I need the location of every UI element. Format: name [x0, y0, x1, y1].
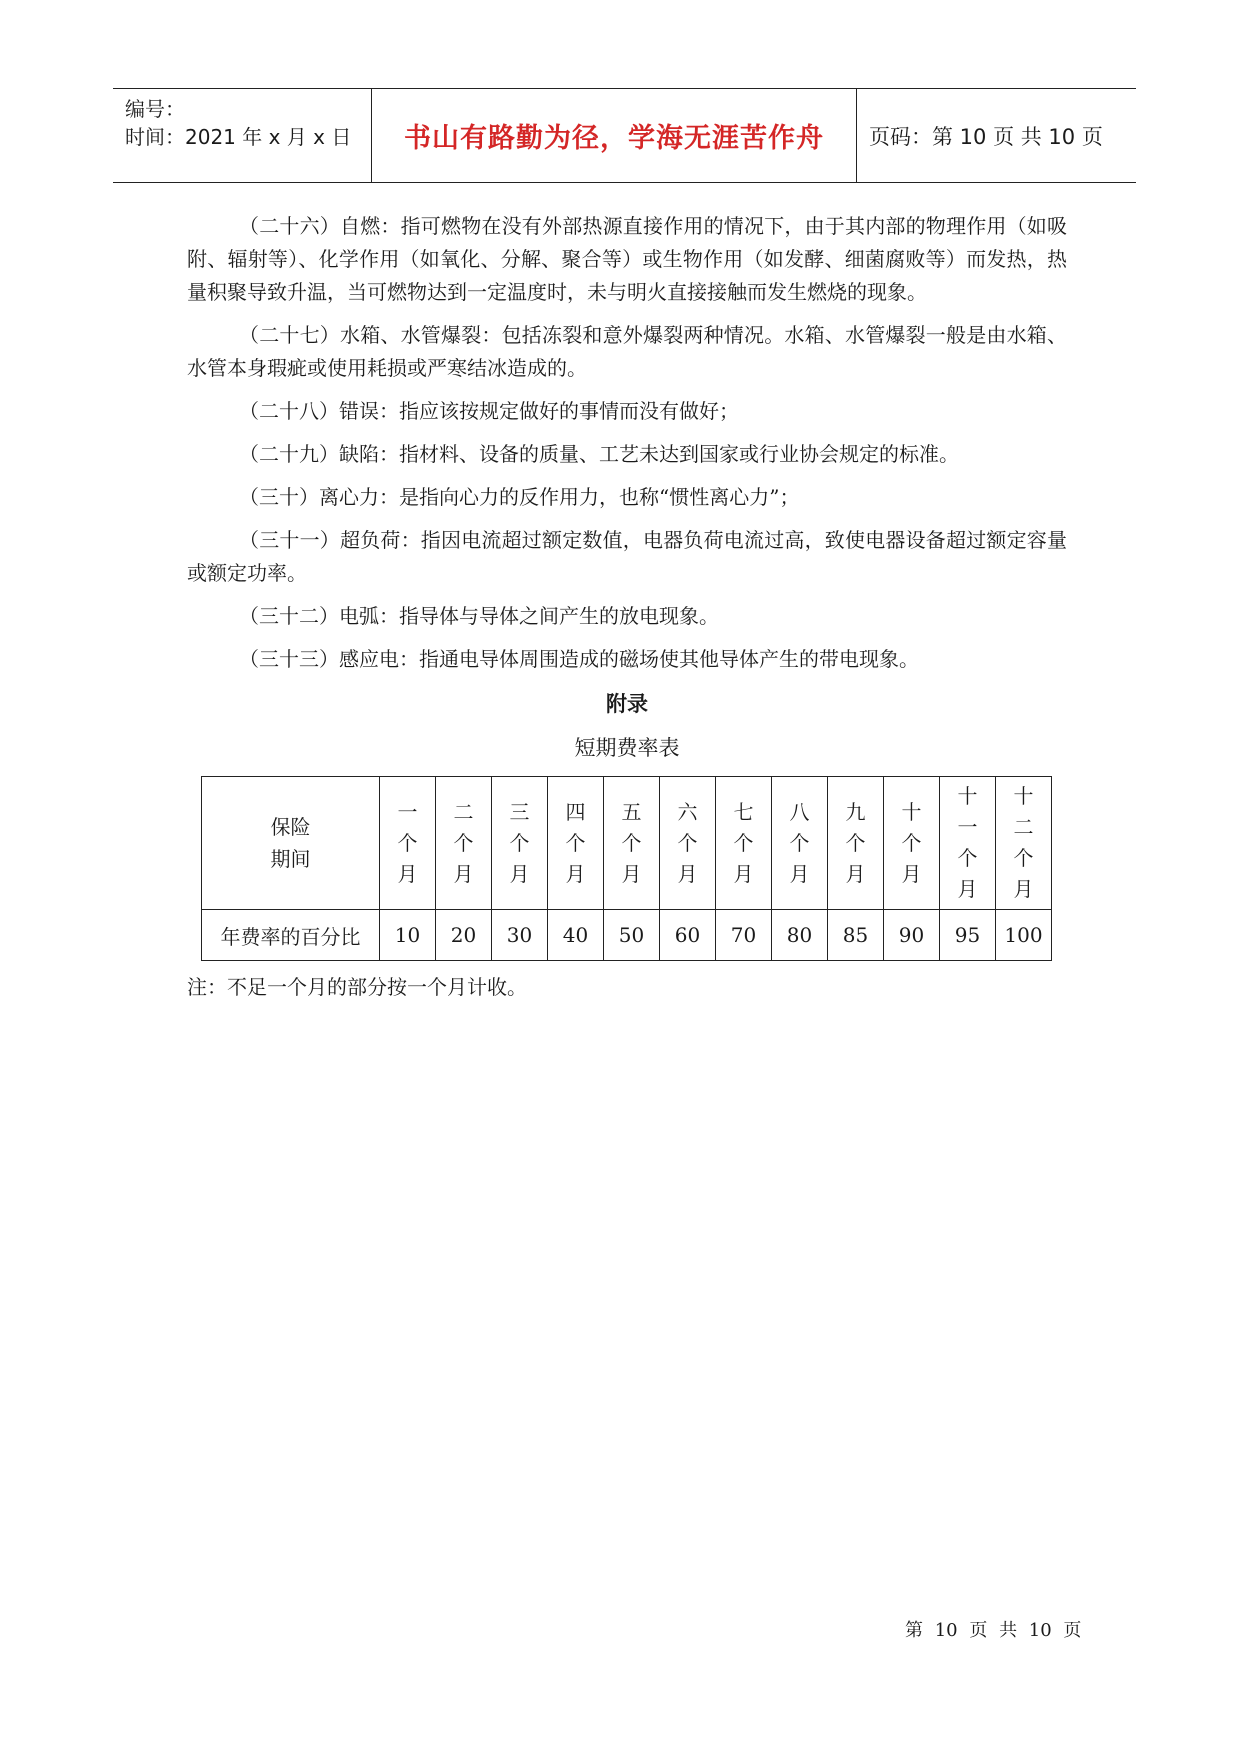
table-note: 注：不足一个月的部分按一个月计收。: [187, 975, 527, 999]
paragraph-error: （二十八）错误：指应该按规定做好的事情而没有做好；: [239, 399, 739, 423]
rate-cell: 80: [772, 910, 828, 961]
month-cell: 二 个 月: [436, 777, 492, 910]
month-cell: 七 个 月: [716, 777, 772, 910]
month-cell: 三 个 月: [492, 777, 548, 910]
paragraph-induced-electricity: （三十三）感应电：指通电导体周围造成的磁场使其他导体产生的带电现象。: [239, 647, 919, 671]
header-page-cell: [857, 89, 1136, 182]
rate-cell: 100: [996, 910, 1052, 961]
paragraph-electric-arc: （三十二）电弧：指导体与导体之间产生的放电现象。: [239, 604, 719, 628]
paragraph-centrifugal-force: （三十）离心力：是指向心力的反作用力，也称“惯性离心力”；: [239, 485, 800, 509]
rate-cell: 40: [548, 910, 604, 961]
paragraph-spontaneous-combustion: （二十六）自燃：指可燃物在没有外部热源直接作用的情况下，由于其内部的物理作用（如吸附、辐射等）、化学作用（如氧化、分解、聚合等）或生物作用（如发酵、细菌腐败等）而发热，热量积聚导致升温，当可燃物达到一定温度时，未与明火直接接触而发生燃烧的现象。: [187, 214, 1067, 304]
header-motto: 书山有路勤为径，学海无涯苦作舟: [404, 123, 824, 154]
rate-cell: 50: [604, 910, 660, 961]
appendix-title: 附录: [606, 692, 648, 716]
month-cell: 一 个 月: [380, 777, 436, 910]
rate-cell: 20: [436, 910, 492, 961]
header-meta: [113, 89, 371, 182]
short-term-rate-table: [201, 776, 1052, 961]
table-title: 短期费率表: [574, 736, 680, 760]
rate-cell: 90: [884, 910, 940, 961]
month-cell: 十 个 月: [884, 777, 940, 910]
paragraph-defect: （二十九）缺陷：指材料、设备的质量、工艺未达到国家或行业协会规定的标准。: [239, 442, 959, 466]
month-cell: 八 个 月: [772, 777, 828, 910]
month-cell: 四 个 月: [548, 777, 604, 910]
period-header-line1: 保险: [270, 815, 311, 839]
rate-cell: 30: [492, 910, 548, 961]
page-header: [113, 88, 1136, 183]
document-body: [187, 210, 1067, 1000]
period-header-line2: 期间: [270, 847, 311, 871]
document-date: 时间：2021 年 x 月 x 日: [125, 125, 352, 149]
paragraph-pipe-burst: （二十七）水箱、水管爆裂：包括冻裂和意外爆裂两种情况。水箱、水管爆裂一般是由水箱、水管本身瑕疵或使用耗损或严寒结冰造成的。: [187, 323, 1067, 380]
period-header-cell: [202, 777, 380, 910]
paragraph-overload: （三十一）超负荷：指因电流超过额定数值，电器负荷电流过高，致使电器设备超过额定容量或额定功率。: [187, 528, 1067, 585]
rate-cell: 60: [660, 910, 716, 961]
month-cell: 六 个 月: [660, 777, 716, 910]
rate-cell: 70: [716, 910, 772, 961]
rate-cell: 10: [380, 910, 436, 961]
page-footer: 第 10 页 共 10 页: [905, 1620, 1082, 1641]
document-number-label: 编号：: [125, 97, 185, 121]
month-cell: 十 二 个 月: [996, 777, 1052, 910]
table-row-periods: [202, 777, 1052, 910]
month-cell: 十 一 个 月: [940, 777, 996, 910]
table-row-rates: [202, 910, 1052, 961]
header-page-info: 页码：第 10 页 共 10 页: [869, 124, 1103, 149]
rate-cell: 95: [940, 910, 996, 961]
rate-header-cell: 年费率的百分比: [202, 910, 380, 961]
month-cell: 九 个 月: [828, 777, 884, 910]
rate-cell: 85: [828, 910, 884, 961]
header-motto-cell: [371, 89, 857, 182]
month-cell: 五 个 月: [604, 777, 660, 910]
